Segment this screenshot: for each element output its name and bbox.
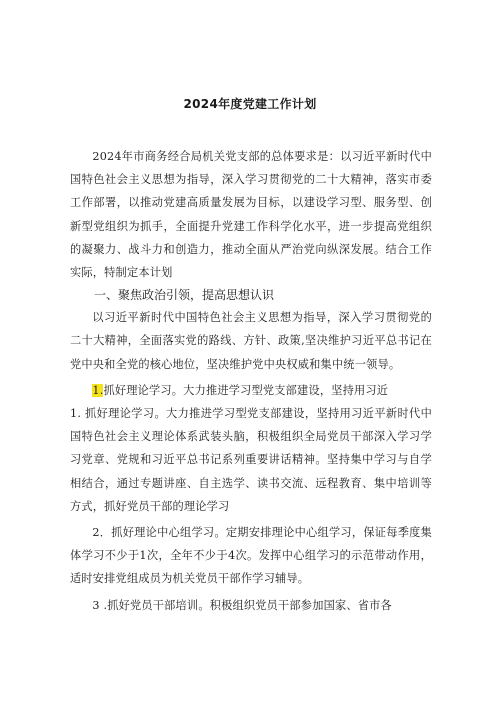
list-item-1 <box>70 379 432 518</box>
intro-paragraph: 2024年市商务经合局机关党支部的总体要求是：以习近平新时代中国特色社会主义思想为指导，深入学习贯彻党的二十大精神，落实市委工作部署，以推动党建高质量发展为目标，以建设学习型、服务型、创新型党组织为抓手，全面提升党建工作科学化水平，进一步提高党组织的凝聚力、战斗力和创造力，推动全面从严治党向纵深发展。结合工作实际，特制定本计划 <box>70 150 432 280</box>
section-heading: 一、聚焦政治引领，提高思想认识 <box>94 288 275 303</box>
list-item-1-duplicate-text: 抓好理论学习。大力推进学习型党支部建设，坚持用习近 <box>103 383 389 397</box>
section-body-paragraph: 以习近平新时代中国特色社会主义思想为指导，深入学习贯彻党的二十大精神，全面落实党的路线、方针、政策,坚决维护习近平总书记在党中央和全党的核心地位，坚决维护党中央权威和集中统一领导。 <box>70 311 432 371</box>
list-item-2-text: 2．抓好理论中心组学习。定期安排理论中心组学习，保证每季度集体学习不少于1次，全年不少于4次。发挥中心组学习的示范带动作用，适时安排党组成员为机关党员干部作学习辅导。 <box>70 526 432 586</box>
list-item-1-text: 1. 抓好理论学习。大力推进学习型党支部建设，坚持用习近平新时代中国特色社会主义理论体系武装头脑，积极组织全局党员干部深入学习学习党章、党规和习近平总书记系列重要讲话精神。坚持集中学习与自学相结合，通过专题讲座、自主选学、读书交流、远程教育、集中培训等方式，抓好党员干部的理论学习 <box>70 407 432 513</box>
list-item-2 <box>70 521 432 591</box>
list-item-3 <box>70 594 432 617</box>
list-item-1-duplicate-line <box>70 379 432 402</box>
list-item-3-text: 3 .抓好党员干部培训。积极组织党员干部参加国家、省市各 <box>92 598 392 612</box>
document-title: 2024年度党建工作计划 <box>183 97 317 111</box>
highlighted-marker: 1. <box>92 383 104 397</box>
document-body <box>70 145 432 617</box>
